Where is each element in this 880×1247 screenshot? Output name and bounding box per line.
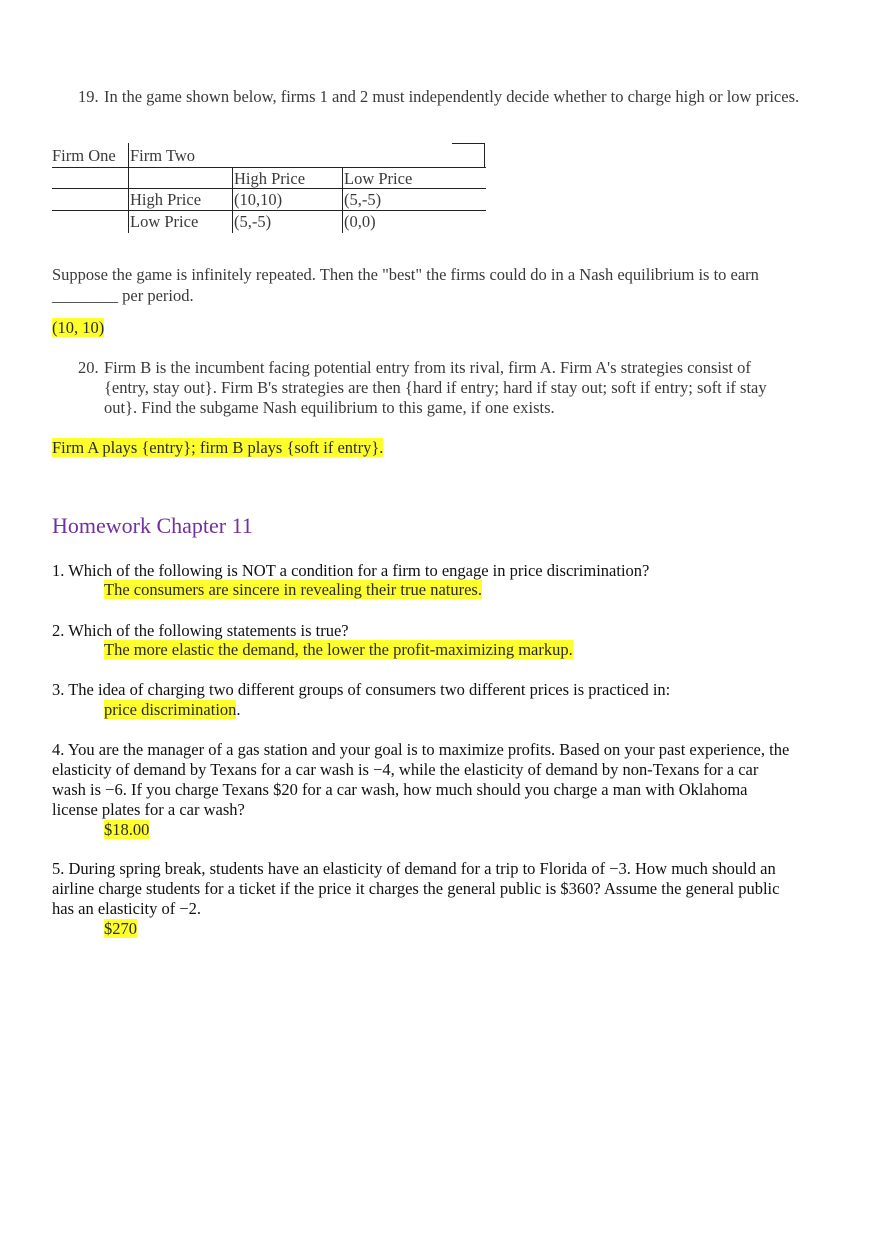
table-divider [52,210,486,211]
chapter-title: Homework Chapter 11 [52,513,253,538]
row-header-low: Low Price [130,212,199,231]
label-firm-two: Firm Two [130,146,196,165]
q20-answer: Firm A plays {entry}; firm B plays {soft if entry}. [52,438,384,457]
payoff-low-low: (0,0) [344,212,376,231]
table-divider [52,167,486,168]
hw-q4-line3: wash is −6. If you charge Texans $20 for a car wash, how much should you charge a man with Oklahoma [52,780,748,799]
highlighted-answer: Firm A plays {entry}; firm B plays {soft if entry} [52,438,380,457]
question-number: 19. [78,87,99,106]
row-header-high: High Price [130,190,202,209]
highlighted-answer: price discrimination [104,700,237,719]
highlighted-answer: (10, 10) [52,318,105,337]
hw-q3-question: 3. The idea of charging two different groups of consumers two different prices is practiced in: [52,680,671,699]
hw-q3-answer: price discrimination. [104,700,241,719]
hw-q2-question: 2. Which of the following statements is true? [52,621,349,640]
q20-line2: {entry, stay out}. Firm B's strategies are then {hard if entry; hard if stay out; soft if entry; soft if stay [104,378,767,397]
q19-answer [52,318,104,338]
hw-q4-line1: 4. You are the manager of a gas station and your goal is to maximize profits. Based on your past experience, the [52,740,790,759]
hw-q4-line2: elasticity of demand by Texans for a car wash is −4, while the elasticity of demand by non-Texans for a car [52,760,759,779]
highlighted-answer: The more elastic the demand, the lower the profit-maximizing markup. [104,640,573,659]
q20-line3: out}. Find the subgame Nash equilibrium to this game, if one exists. [104,398,555,417]
payoff-high-low: (5,-5) [344,190,382,209]
q20-line1: Firm B is the incumbent facing potential entry from its rival, firm A. Firm A's strategies consist of [104,358,751,377]
hw-q4-answer [104,820,149,840]
hw-q5-line2: airline charge students for a ticket if the price it charges the general public is $360? Assume the general public [52,879,780,898]
table-divider [232,167,233,233]
hw-q1-question: 1. Which of the following is NOT a condition for a firm to engage in price discrimination? [52,561,650,580]
payoff-low-high: (5,-5) [234,212,272,231]
hw-q2-answer [104,640,573,660]
highlighted-answer: $18.00 [104,820,150,839]
q19-followup-line1: Suppose the game is infinitely repeated. Then the "best" the firms could do in a Nash equilibrium is to earn [52,265,759,284]
highlighted-answer: The consumers are sincere in revealing their true natures. [104,580,482,599]
col-header-high: High Price [234,169,306,188]
highlighted-answer: $270 [104,919,137,938]
question-text: In the game shown below, firms 1 and 2 must independently decide whether to charge high or low prices. [104,87,800,106]
table-divider [342,167,343,233]
table-divider [452,143,485,144]
question-number: 20. [78,358,99,377]
payoff-high-high: (10,10) [234,190,283,209]
payoff-table [52,143,488,233]
q19-followup-line2: ________ per period. [52,286,194,305]
hw-q4-line4: license plates for a car wash? [52,800,245,819]
hw-q1-answer [104,580,482,600]
hw-q5-answer [104,919,137,939]
hw-q5-line1: 5. During spring break, students have an elasticity of demand for a trip to Florida of −3. How much should an [52,859,776,878]
table-divider [484,143,485,167]
question-20 [78,358,838,420]
hw-q5-line3: has an elasticity of −2. [52,899,202,918]
col-header-low: Low Price [344,169,413,188]
label-firm-one: Firm One [52,146,116,165]
